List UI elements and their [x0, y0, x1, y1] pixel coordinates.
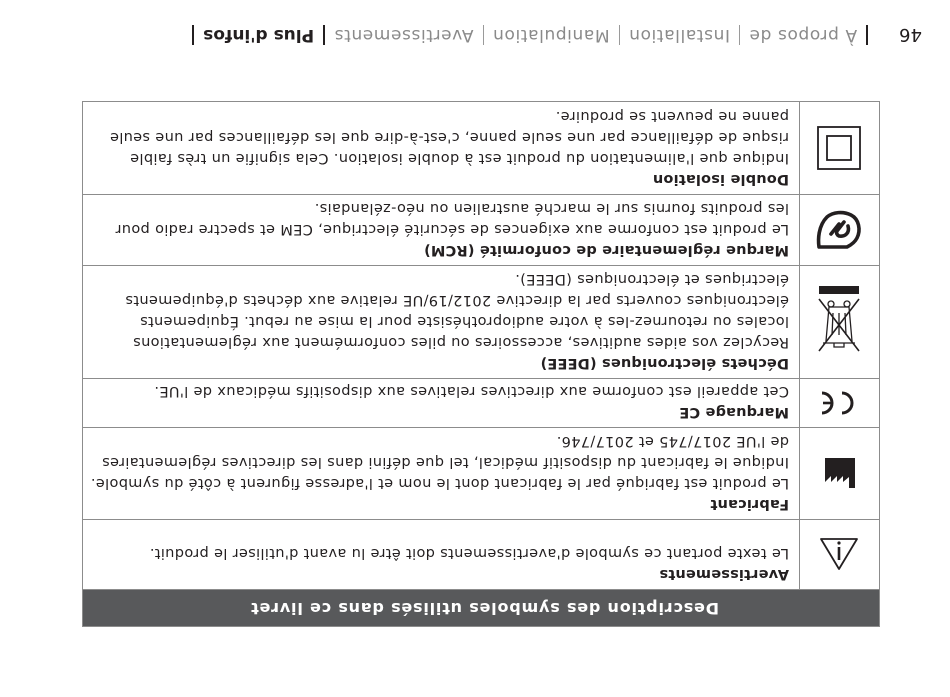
- symbol-description: [83, 379, 799, 427]
- symbols-table: [82, 101, 880, 627]
- symbol-description: [83, 520, 799, 589]
- nav-separator: [866, 25, 868, 45]
- table-row: [83, 379, 879, 428]
- table-row: [83, 428, 879, 520]
- nav-item-about[interactable]: À propos de: [748, 25, 858, 45]
- symbol-text: Le texte portant ce symbole d'avertissements doit être lu avant d'utiliser le produit.: [149, 545, 789, 561]
- symbol-cell: [799, 266, 879, 378]
- symbol-cell: [799, 379, 879, 427]
- page-header: [22, 23, 922, 47]
- table-row: [83, 520, 879, 590]
- symbol-text: Recyclez vos aides auditives, accessoires ou piles conformément aux réglementations locales ou retournez-les à votre audioprothésiste pour la mise au rebut. Équipements électroniques couverts par la directive 2012/19/UE relative aux déchets d'équipements électriques et électroniques (DEEE).: [125, 271, 789, 350]
- symbol-title: Double isolation: [652, 171, 789, 187]
- nav-separator: [739, 25, 740, 45]
- symbol-cell: [799, 102, 879, 194]
- double-insulation-icon: [817, 125, 863, 171]
- symbol-description: [83, 195, 799, 265]
- symbol-title: Marque réglementaire de conformité (RCM): [423, 242, 789, 258]
- table-row: [83, 266, 879, 379]
- symbol-title: Marquage CE: [679, 404, 789, 420]
- table-row: [83, 102, 879, 195]
- symbol-description: [83, 266, 799, 378]
- symbol-text: Cet appareil est conforme aux directives relatives aux dispositifs médicaux de l'UE.: [154, 383, 789, 399]
- nav-item-installation[interactable]: Installation: [628, 25, 730, 45]
- symbol-cell: [799, 195, 879, 265]
- nav-item-more-info[interactable]: Plus d'infos: [203, 25, 315, 45]
- rcm-mark-icon: [816, 210, 864, 250]
- table-title: Description des symboles utilisés dans ce livret: [83, 590, 879, 626]
- nav-item-handling[interactable]: Manipulation: [492, 25, 610, 45]
- ce-mark-icon: [820, 390, 860, 416]
- symbol-title: Fabricant: [710, 496, 789, 512]
- symbol-title: Déchets électroniques (DEEE): [540, 355, 789, 371]
- symbol-description: [83, 102, 799, 194]
- symbol-cell: [799, 520, 879, 589]
- nav-separator: [619, 25, 620, 45]
- nav-separator: [323, 25, 325, 45]
- nav-separator: [192, 25, 194, 45]
- symbol-title: Avertissements: [659, 566, 789, 582]
- weee-bin-icon: [818, 285, 862, 359]
- nav-separator: [483, 25, 484, 45]
- nav-item-warnings[interactable]: Avertissements: [334, 25, 474, 45]
- symbol-cell: [799, 428, 879, 519]
- page-number: 46: [899, 24, 922, 46]
- symbol-text: Indique que l'alimentation du produit est à double isolation. Cela signifie un très faible risque de défaillance par une seule panne, c'est-à-dire que les défaillances par une seule panne ne peuvent se produire.: [109, 108, 789, 166]
- symbol-description: [83, 428, 799, 519]
- warning-triangle-icon: [820, 537, 860, 573]
- manufacturer-icon: [822, 457, 858, 491]
- table-row: [83, 195, 879, 266]
- symbol-text: Le produit est conforme aux exigences de sécurité électrique, CEM et spectre radio pour les produits fournis sur le marché australien ou néo-zélandais.: [115, 200, 789, 237]
- symbol-text: Le produit est fabriqué par le fabricant dont le nom et l'adresse figurent à côté du symbole. Indique le fabricant du dispositif médical, tel que défini dans les directives réglementaires de l'UE 2017/745 et 2017/746.: [90, 433, 789, 491]
